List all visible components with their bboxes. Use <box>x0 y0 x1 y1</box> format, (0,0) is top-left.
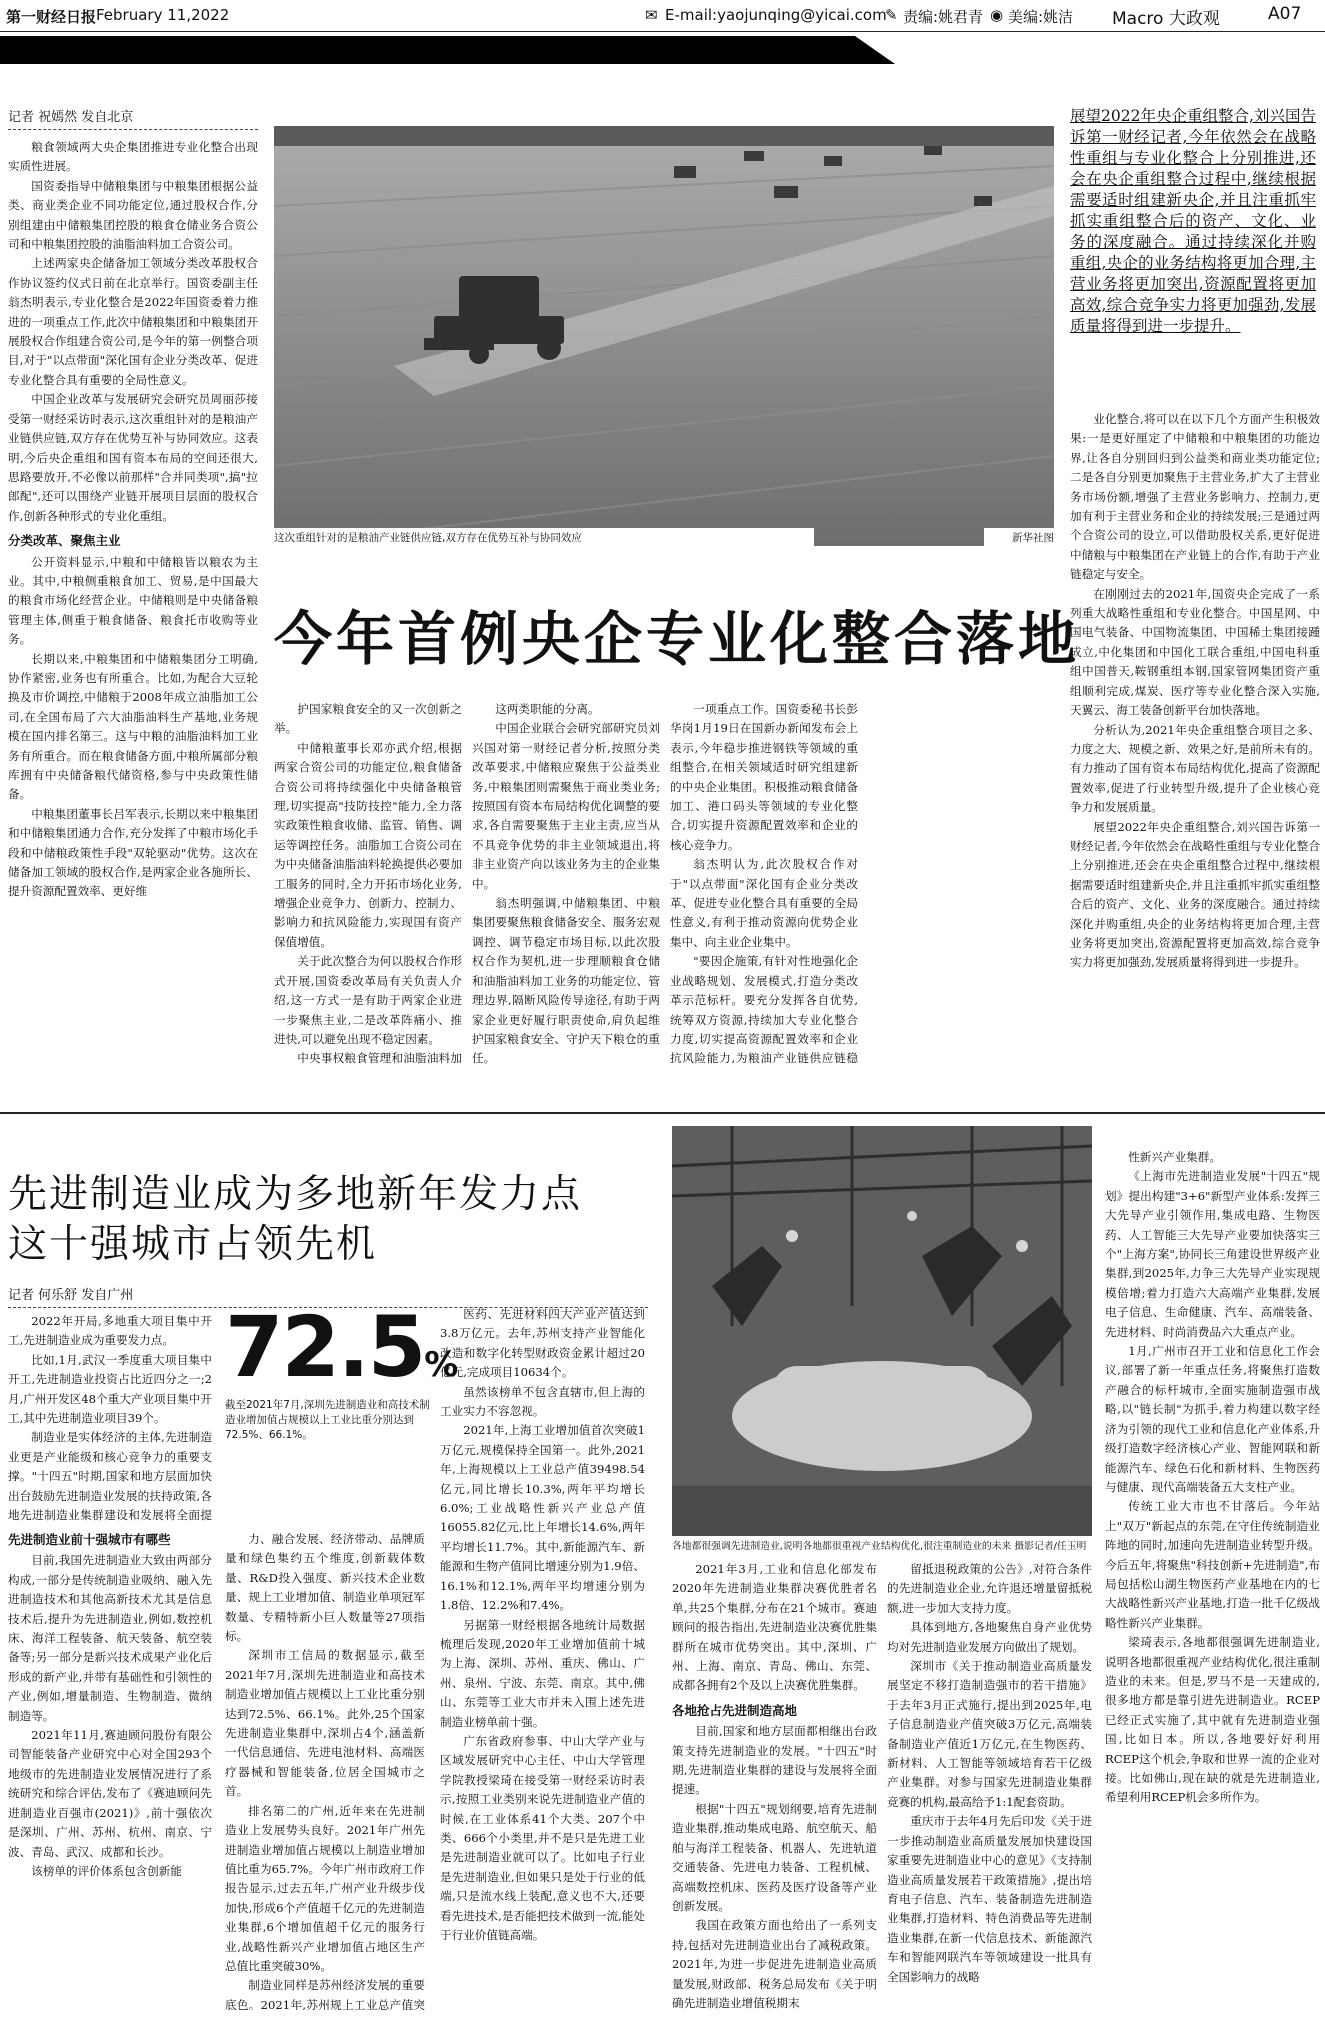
email-icon: ✉ <box>645 6 658 24</box>
paragraph: 该榜单的评价体系包含创新能 <box>31 1863 182 1878</box>
paragraph: 展望2022年央企重组整合,刘兴国告诉第一财经记者,今年依然会在战略性重组与专业化整合上分别推进,还会在央企重组整合过程中,继续根据需要适时组建新央企,并且注重抓牢抓实重组整合后的资产、文化、业务的深度融合。通过持续深化并购重组,央企的业务结构将更加合理,主营业务将更加突出,资源配置将更加高效,综合竞争实力将更加强劲,发展质量将得到进一步提升。 <box>1070 819 1320 970</box>
factory-robot-illustration <box>672 1126 1092 1536</box>
paragraph: 根据"十四五"规划纲要,培育先进制造业集群,推动集成电路、航空航天、船舶与海洋工程装备、机器人、先进轨道交通装备、先进电力装备、工程机械、高端数控机床、医药及医疗设备等产业创新发展。 <box>672 1801 877 1913</box>
paragraph: "要因企施策,有针对性地强化企业战略规划、发展模式,打造分类改革示范标杆。要充分发挥各自优势,统筹双方资源,持续加大专业化整合力度,切实提高资源配置效率和企业抗风险能力,为粮油产业链供应链稳 <box>670 954 858 1066</box>
story1-headline: 今年首例央企专业化整合落地 <box>274 605 1081 673</box>
paragraph: 中粮集团董事长吕军表示,长期以来中粮集团和中储粮集团通力合作,充分发挥了中粮市场化手段和中储粮政策性手段"双轮驱动"优势。这次在储备加工领域的股权合作,是两家企业各施所长、提升资源配置效率、更好维 <box>8 806 258 899</box>
story1-column-2 <box>274 700 462 1072</box>
paragraph: 这两类职能的分离。 <box>495 702 600 716</box>
story1-byline: 记者 祝嫣然 发自北京 <box>8 106 258 130</box>
paragraph: 2021年11月,赛迪顾问股份有限公司智能装备产业研究中心对全国293个地级市的先进制造业发展情况进行了系统研究和综合评估,发布了《赛迪顾问先进制造业百强市(2021)》,前十强依次是深圳、广州、苏州、杭州、南京、宁波、青岛、武汉、成都和长沙。 <box>8 1728 212 1859</box>
story2-column-2 <box>225 1530 425 2010</box>
paragraph: 2021年3月,工业和信息化部发布2020年先进制造业集群决赛优胜者名单,共25个集群,分布在21个城市。赛迪顾问的报告指出,先进制造业决赛优胜集群所在城市优势突出。其中,深圳、广州、上海、南京、青岛、佛山、东莞、成都各拥有2个及以上决赛优胜集群。 <box>672 1562 877 1693</box>
paragraph: 传统工业大市也不甘落后。今年站上"双万"新起点的东莞,在守住传统制造业阵地的同时,加速向先进制造业转型升级。今后五年,将聚焦"科技创新+先进制造",布局包括松山湖生物医药产业基地在内的七大战略性新兴产业基地,打造一批千亿级战略性新兴产业集群。 <box>1105 1499 1320 1630</box>
paragraph: 制造业同样是苏州经济发展的重要底色。2021年,苏州规上工业总产值突 <box>225 1978 425 2010</box>
editor-email[interactable]: E-mail:yaojunqing@yicai.com <box>665 6 887 24</box>
paragraph: 《上海市先进制造业发展"十四五"规划》提出构建"3+6"新型产业体系:发挥三大先导产业引领作用,集成电路、生物医药、人工智能三大先导产业要加快落实三个"上海方案",协同长三角建设世界级产业集群,到2025年,力争三大先导产业实现规模倍增;着力打造六大高端产业集群,发展电子信息、生命健康、汽车、高端装备、先进材料、时尚消费品六大重点产业。 <box>1105 1169 1320 1339</box>
paragraph: 深圳市《关于推动制造业高质量发展坚定不移打造制造强市的若干措施》于去年3月正式施行,提出到2025年,电子信息制造业产值突破3万亿元,高端装备制造业产值近1万亿元,在生物医药、新材料、人工智能等领域培育若干亿级产业集群。对参与国家先进制造业集群竞赛的机构,最高给予1:1配套资助。 <box>887 1659 1092 1809</box>
paragraph: 中储粮董事长邓亦武介绍,根据两家合资公司的功能定位,粮食储备合资公司将持续强化中央储备粮管理,切实提高"技防技控"能力,全力落实政策性粮食收储、监管、销售、调运等调控任务。油脂加工合资公司在为中央储备油脂油料轮换提供必要加工服务的同时,全力开拓市场化业务,增强企业竞争力、创新力、控制力、影响力和抗风险能力,实现国有资产保值增值。 <box>274 740 462 949</box>
story1-column-3 <box>472 700 660 1072</box>
paragraph: 另据第一财经根据各地统计局数据梳理后发现,2020年工业增加值前十城为上海、深圳、苏州、重庆、佛山、广州、泉州、宁波、东莞、南京。其中,佛山、东莞等工业大市并未入围上述先进制造业榜单前十强。 <box>440 1617 645 1729</box>
subheading: 先进制造业前十强城市有哪些 <box>8 1532 171 1547</box>
stat-value: 72.5 <box>225 1298 425 1396</box>
paragraph: 目前,国家和地方层面都相继出台政策支持先进制造业的发展。"十四五"时期,先进制造业集群的建设与发展将全面提速。 <box>672 1724 877 1797</box>
paragraph: 护国家粮食安全的又一次创新之举。 <box>274 702 462 736</box>
story2-photo-factory <box>672 1126 1092 1554</box>
paragraph: 重庆市于去年4月先后印发《关于进一步推动制造业高质量发展加快建设国家重要先进制造业中心的意见》《支持制造业高质量发展若干政策措施》,提出培育电子信息、汽车、装备制造先进制造业集群,打造材料、特色消费品等先进制造业集群,在新一代信息技术、新能源汽车和智能网联汽车等领域建设一批具有全国影响力的战略 <box>887 1814 1092 1984</box>
paragraph: 梁琦表示,各地都很强调先进制造业,说明各地都很重视产业结构优化,很注重制造业的未来。但是,罗马不是一天建成的,很多地方都是靠引进先进制造业。RCEP已经正式实施了,其中就有先进制造业强国,比如日本。所以,各地要好好利用RCEP这个机会,争取和世界一流的企业对接。比如佛山,现在缺的就是先进制造业,希望利用RCEP机会多所作为。 <box>1105 1635 1320 1805</box>
stat-callout <box>225 1298 459 1448</box>
stat-unit: % <box>424 1345 459 1385</box>
issue-date: February 11,2022 <box>96 6 230 24</box>
story1-photo-caption: 这次重组针对的是粮油产业链供应链,双方存在优势互补与协同效应 <box>274 528 814 546</box>
paragraph: 公开资料显示,中粮和中储粮皆以粮农为主业。其中,中粮侧重粮食加工、贸易,是中国最大的粮食市场化经营企业。中储粮则是中央储备粮管理主体,侧重于粮食储备、粮食托市收购等业务。 <box>8 554 258 647</box>
page-header <box>0 0 1325 32</box>
paragraph: 中央事权粮食管理和油脂油料加 <box>297 1051 462 1066</box>
editor-credit: 责编:姚君青 <box>903 8 984 26</box>
page-number: A07 <box>1268 4 1302 24</box>
section-title: Macro 大政观 <box>1112 9 1220 29</box>
paragraph: 广东省政府参事、中山大学产业与区域发展研究中心主任、中山大学管理学院教授梁琦在接受第一财经采访时表示,按照工业类别来说先进制造业产值的时候,在工业体系41个大类、207个中类、666个小类里,并不是只是先进工业是先进制造业就可以了。比如电子行业是先进制造业,但如果只是处于行业的低端,只是流水线上装配,意义也不大,还要看先进技术,是否能把技术做到一流,能处于行业价值链高端。 <box>440 1733 645 1942</box>
story2-column-5 <box>887 1560 1092 2010</box>
paragraph: 1月,广州市召开工业和信息化工作会议,部署了新一年重点任务,将聚焦打造数产融合的标杆城市,全面实施制造强市战略,以"链长制"为抓手,着力构建以数字经济为引领的现代工业和信息化产业体系,升级打造数字经济核心产业、智能网联和新能源汽车、绿色石化和新材料、生物医药与健康、现代高端装备五大支柱产业。 <box>1105 1344 1320 1494</box>
story2-headline-line1: 先进制造业成为多地新年发力点 <box>8 1172 583 1217</box>
paragraph: 制造业是实体经济的主体,先进制造业更是产业能级和核心竞争力的重要支撑。"十四五"时期,国家和地方层面加快出台鼓励先进制造业发展的扶持政策,各地先进制造业集群建设和发展将全面提 <box>8 1430 212 1522</box>
story1-photo-credit: 新华社图 <box>984 528 1054 546</box>
story2-headline-line2: 这十强城市占领先机 <box>8 1222 378 1267</box>
paragraph: 具体到地方,各地聚焦自身产业优势均对先进制造业发展方向做出了规划。 <box>887 1620 1092 1654</box>
harvest-field-illustration <box>274 126 1054 546</box>
paragraph: 分析认为,2021年央企重组整合项目之多、力度之大、规模之新、效果之好,是前所未有的。有力推动了国有资本布局结构优化,提高了资源配置效率,促进了行业转型升级,提升了企业核心竞争力和发展质量。 <box>1070 722 1320 815</box>
paragraph: 一项重点工作。国资委秘书长彭华岗1月19日在国新办新闻发布会上表示,今年稳步推进钢铁等领域的重组整合,在相关领域适时研究组建新的中央企业集团。积极推动粮食储备加工、港口码头等领域的专业化整合,切实提升资源配置效率和企业的核心竞争力。 <box>670 702 858 852</box>
paragraph: 关于此次整合为何以股权合作形式开展,国资委改革局有关负责人介绍,这一方式一是有助于两家企业进一步聚焦主业,二是改革阵痛小、推进快,可以避免出现不稳定因素。 <box>274 954 462 1046</box>
story1-column-1 <box>8 138 258 910</box>
subheading: 分类改革、聚焦主业 <box>8 533 121 549</box>
paper-name: 第一财经日报 <box>6 8 97 26</box>
paragraph: 目前,我国先进制造业大致由两部分构成,一部分是传统制造业吸纳、融入先进制造技术和其他高新技术尤其是信息技术后,提升为先进制造业,例如,数控机床、海洋工程装备、航天装备、航空装备等;另一部分是新兴技术成果产业化后形成的新产业,并带有基础性和引领性的产业,例如,增量制造、生物制造、微纳制造等。 <box>8 1553 212 1723</box>
paragraph: 虽然该榜单不包含直辖市,但上海的工业实力不容忽视。 <box>440 1384 645 1419</box>
art-editor-credit: 美编:姚洁 <box>1008 8 1074 26</box>
subheading: 各地抢占先进制造高地 <box>672 1702 798 1718</box>
paragraph: 医药、先进材料四大产业产值达到3.8万亿元。去年,苏州支持产业智能化改造和数字化转型财政资金累计超过20亿元,完成项目10634个。 <box>440 1307 645 1380</box>
story1-column-4 <box>670 700 858 1072</box>
story1-pullquote: 展望2022年央企重组整合,刘兴国告诉第一财经记者,今年依然会在战略性重组与专业化整合上分别推进,还会在央企重组整合过程中,继续根据需要适时组建新央企,并且注重抓牢抓实重组整合后的资产、文化、业务的深度融合。通过持续深化并购重组,央企的业务结构将更加合理,主营业务将更加突出,资源配置将更加高效,综合竞争实力将更加强劲,发展质量将得到进一步提升。 <box>1070 107 1316 335</box>
story1-photo-harvest <box>274 126 1054 546</box>
story2-column-6 <box>1105 1148 1320 2010</box>
story2-column-1-top <box>8 1312 212 1522</box>
paragraph: 中国企业联合会研究部研究员刘兴国对第一财经记者分析,按照分类改革要求,中储粮应聚焦于公益类业务,中粮集团则需聚焦于商业类业务;按照国有资本布局结构优化调整的要求,各自需要聚焦于主业主责,应当从不具竞争优势的非主业领域退出,将非主业资产向以该业务为主的企业集中。 <box>472 721 660 891</box>
paragraph: 2022年开局,多地重大项目集中开工,先进制造业成为重要发力点。 <box>8 1314 212 1348</box>
story2-photo-caption: 各地都很强调先进制造业,说明各地都很重视产业结构优化,很注重制造业的未来 摄影记者/任玉明 <box>672 1536 1092 1554</box>
paragraph: 中国企业改革与发展研究会研究员周丽莎接受第一财经采访时表示,这次重组针对的是粮油产业链供应链,双方存在优势互补与协同效应。这表明,今后央企重组和国有资本布局的空间还很大,思路要放开,不必像以前那样"合并同类项",搞"拉郎配",还可以围绕产业链开展项目层面的股权合作,创新各种形式的专业化重组。 <box>8 392 258 523</box>
pen-icon: ✎ <box>885 6 898 24</box>
paragraph: 排名第二的广州,近年来在先进制造业上发展势头良好。2021年广州先进制造业增加值占规模以上制造业增加值比重为65.7%。今年广州市政府工作报告显示,过去五年,广州产业升级步伐加快,形成6个产值超千亿元的先进制造业集群,6个增加值超千亿元的服务行业,战略性新兴产业增加值占地区生产总值比重突破30%。 <box>225 1803 425 1973</box>
paragraph: 业化整合,将可以在以下几个方面产生积极效果:一是更好厘定了中储粮和中粮集团的功能边界,让各自分别回归到公益类和商业类功能定位;二是各自分别更加聚焦于主营业务,扩大了主营业务市场份额,增强了主营业务影响力、控制力,更加有利于主营业务和企业的持续发展;三是通过两个合资公司的设立,可以借助股权关系,更好促进中储粮与中粮集团在产业链上的合作,有助于产业链稳定与安全。 <box>1070 412 1320 582</box>
paragraph: 粮食领域两大央企集团推进专业化整合出现实质性进展。 <box>8 140 258 174</box>
paragraph: 在刚刚过去的2021年,国资央企完成了一系列重大战略性重组和专业化整合。中国星网、中国电气装备、中国物流集团、中国稀土集团接踵成立,中化集团和中国化工联合重组,中国电科重组中国普天,鞍钢重组本钢,国家管网集团资产重组顺利完成,煤炭、医疗等专业化整合深入实施,天翼云、海工装备创新平台加快落地。 <box>1070 586 1320 718</box>
paragraph: 深圳市工信局的数据显示,截至2021年7月,深圳先进制造业和高技术制造业增加值占规模以上工业比重分别达到72.5%、66.1%。此外,25个国家先进制造业集群中,深圳占4个,涵盖新一代信息通信、先进电池材料、高端医疗器械和智能装备,位居全国城市之首。 <box>225 1648 425 1799</box>
palette-icon: ◉ <box>990 6 1004 24</box>
paragraph: 上述两家央企储备加工领域分类改革股权合作协议签约仪式日前在北京举行。国资委副主任翁杰明表示,专业化整合是2022年国资委着力推进的一项重点工作,此次中储粮集团和中粮集团开展股权合作组建合资公司,是今年的第一例整合项目,对于"以点带面"深化国有企业分类改革、促进专业化整合具有重要的全局性意义。 <box>8 256 258 387</box>
paragraph: 我国在政策方面也给出了一系列支持,包括对先进制造业出台了减税政策。2021年,为进一步促进先进制造业高质量发展,财政部、税务总局发布《关于明确先进制造业增值税期末 <box>672 1918 877 2010</box>
header-black-band <box>0 36 1325 64</box>
story-divider <box>0 1112 1325 1114</box>
story2-headline <box>8 1170 648 1270</box>
story2-byline: 记者 何乐舒 发自广州 <box>8 1284 648 1308</box>
story2-column-3 <box>440 1305 645 2010</box>
paragraph: 性新兴产业集群。 <box>1128 1150 1221 1164</box>
stat-description: 截至2021年7月,深圳先进制造业和高技术制造业增加值占规模以上工业比重分别达到72.5%、66.1%。 <box>225 1399 430 1441</box>
paragraph: 翁杰明认为,此次股权合作对于"以点带面"深化国有企业分类改革、促进专业化整合具有重要的全局性意义,有利于推动资源向优势企业集中、向主业企业集中。 <box>670 857 858 949</box>
paragraph: 留抵退税政策的公告》,对符合条件的先进制造业企业,允许退还增量留抵税额,进一步加大支持力度。 <box>887 1562 1092 1615</box>
paragraph: 翁杰明强调,中储粮集团、中粮集团要聚焦粮食储备安全、服务宏观调控、调节稳定市场目标,以此次股权合作为契机,进一步理顺粮食仓储和油脂油料加工业务的功能定位、管理边界,隔断风险传导途径,有助于两家企业更好履行职责使命,肩负起维护国家粮食安全、守护天下粮仓的重任。 <box>472 896 660 1066</box>
story2-column-4 <box>672 1560 877 2010</box>
paragraph: 长期以来,中粮集团和中储粮集团分工明确,协作紧密,业务也有所重合。比如,为配合大豆轮换及市价调控,中储粮于2008年成立油脂加工公司,在全国布局了六大油脂油料生产基地,业务规模在国内排名第三。这与中粮的油脂油料加工业务有所重合。而在粮食储备方面,中粮所属部分粮库拥有中央储备粮代储资格,参与中央政策性储备。 <box>8 651 258 802</box>
story1-column-5 <box>1070 410 1320 1072</box>
story2-column-1-bottom <box>8 1525 212 2010</box>
paragraph: 国资委指导中储粮集团与中粮集团根据公益类、商业类企业不同功能定位,通过股权合作,分别组建由中储粮集团控股的粮食仓储业务合资公司和中粮集团控股的油脂油料加工合资公司。 <box>8 178 258 252</box>
paragraph: 比如,1月,武汉一季度重大项目集中开工,先进制造业投资占比近四分之一;2月,广州开发区48个重大产业项目集中开工,其中先进制造业项目39个。 <box>8 1352 212 1426</box>
paragraph: 2021年,上海工业增加值首次突破1万亿元,规模保持全国第一。此外,2021年,上海规模以上工业总产值39498.54亿元,同比增长10.3%,两年平均增长6.0%;工业战略性新兴产业总产值16055.82亿元,比上年增长14.6%,两年平均增长11.7%。其中,新能源汽车、新能源和生物产值同比增速分别为1.9倍、16.1%和12.1%,两年平均增速分别为1.8倍、12.2%和7.4%。 <box>440 1423 645 1613</box>
paragraph: 力、融合发展、经济带动、品牌质量和绿色集约五个维度,创新载体数量、R&D投入强度、新兴技术企业数量、规上工业增加值、制造业单项冠军数量、专精特新小巨人数量等27项指标。 <box>225 1532 425 1644</box>
